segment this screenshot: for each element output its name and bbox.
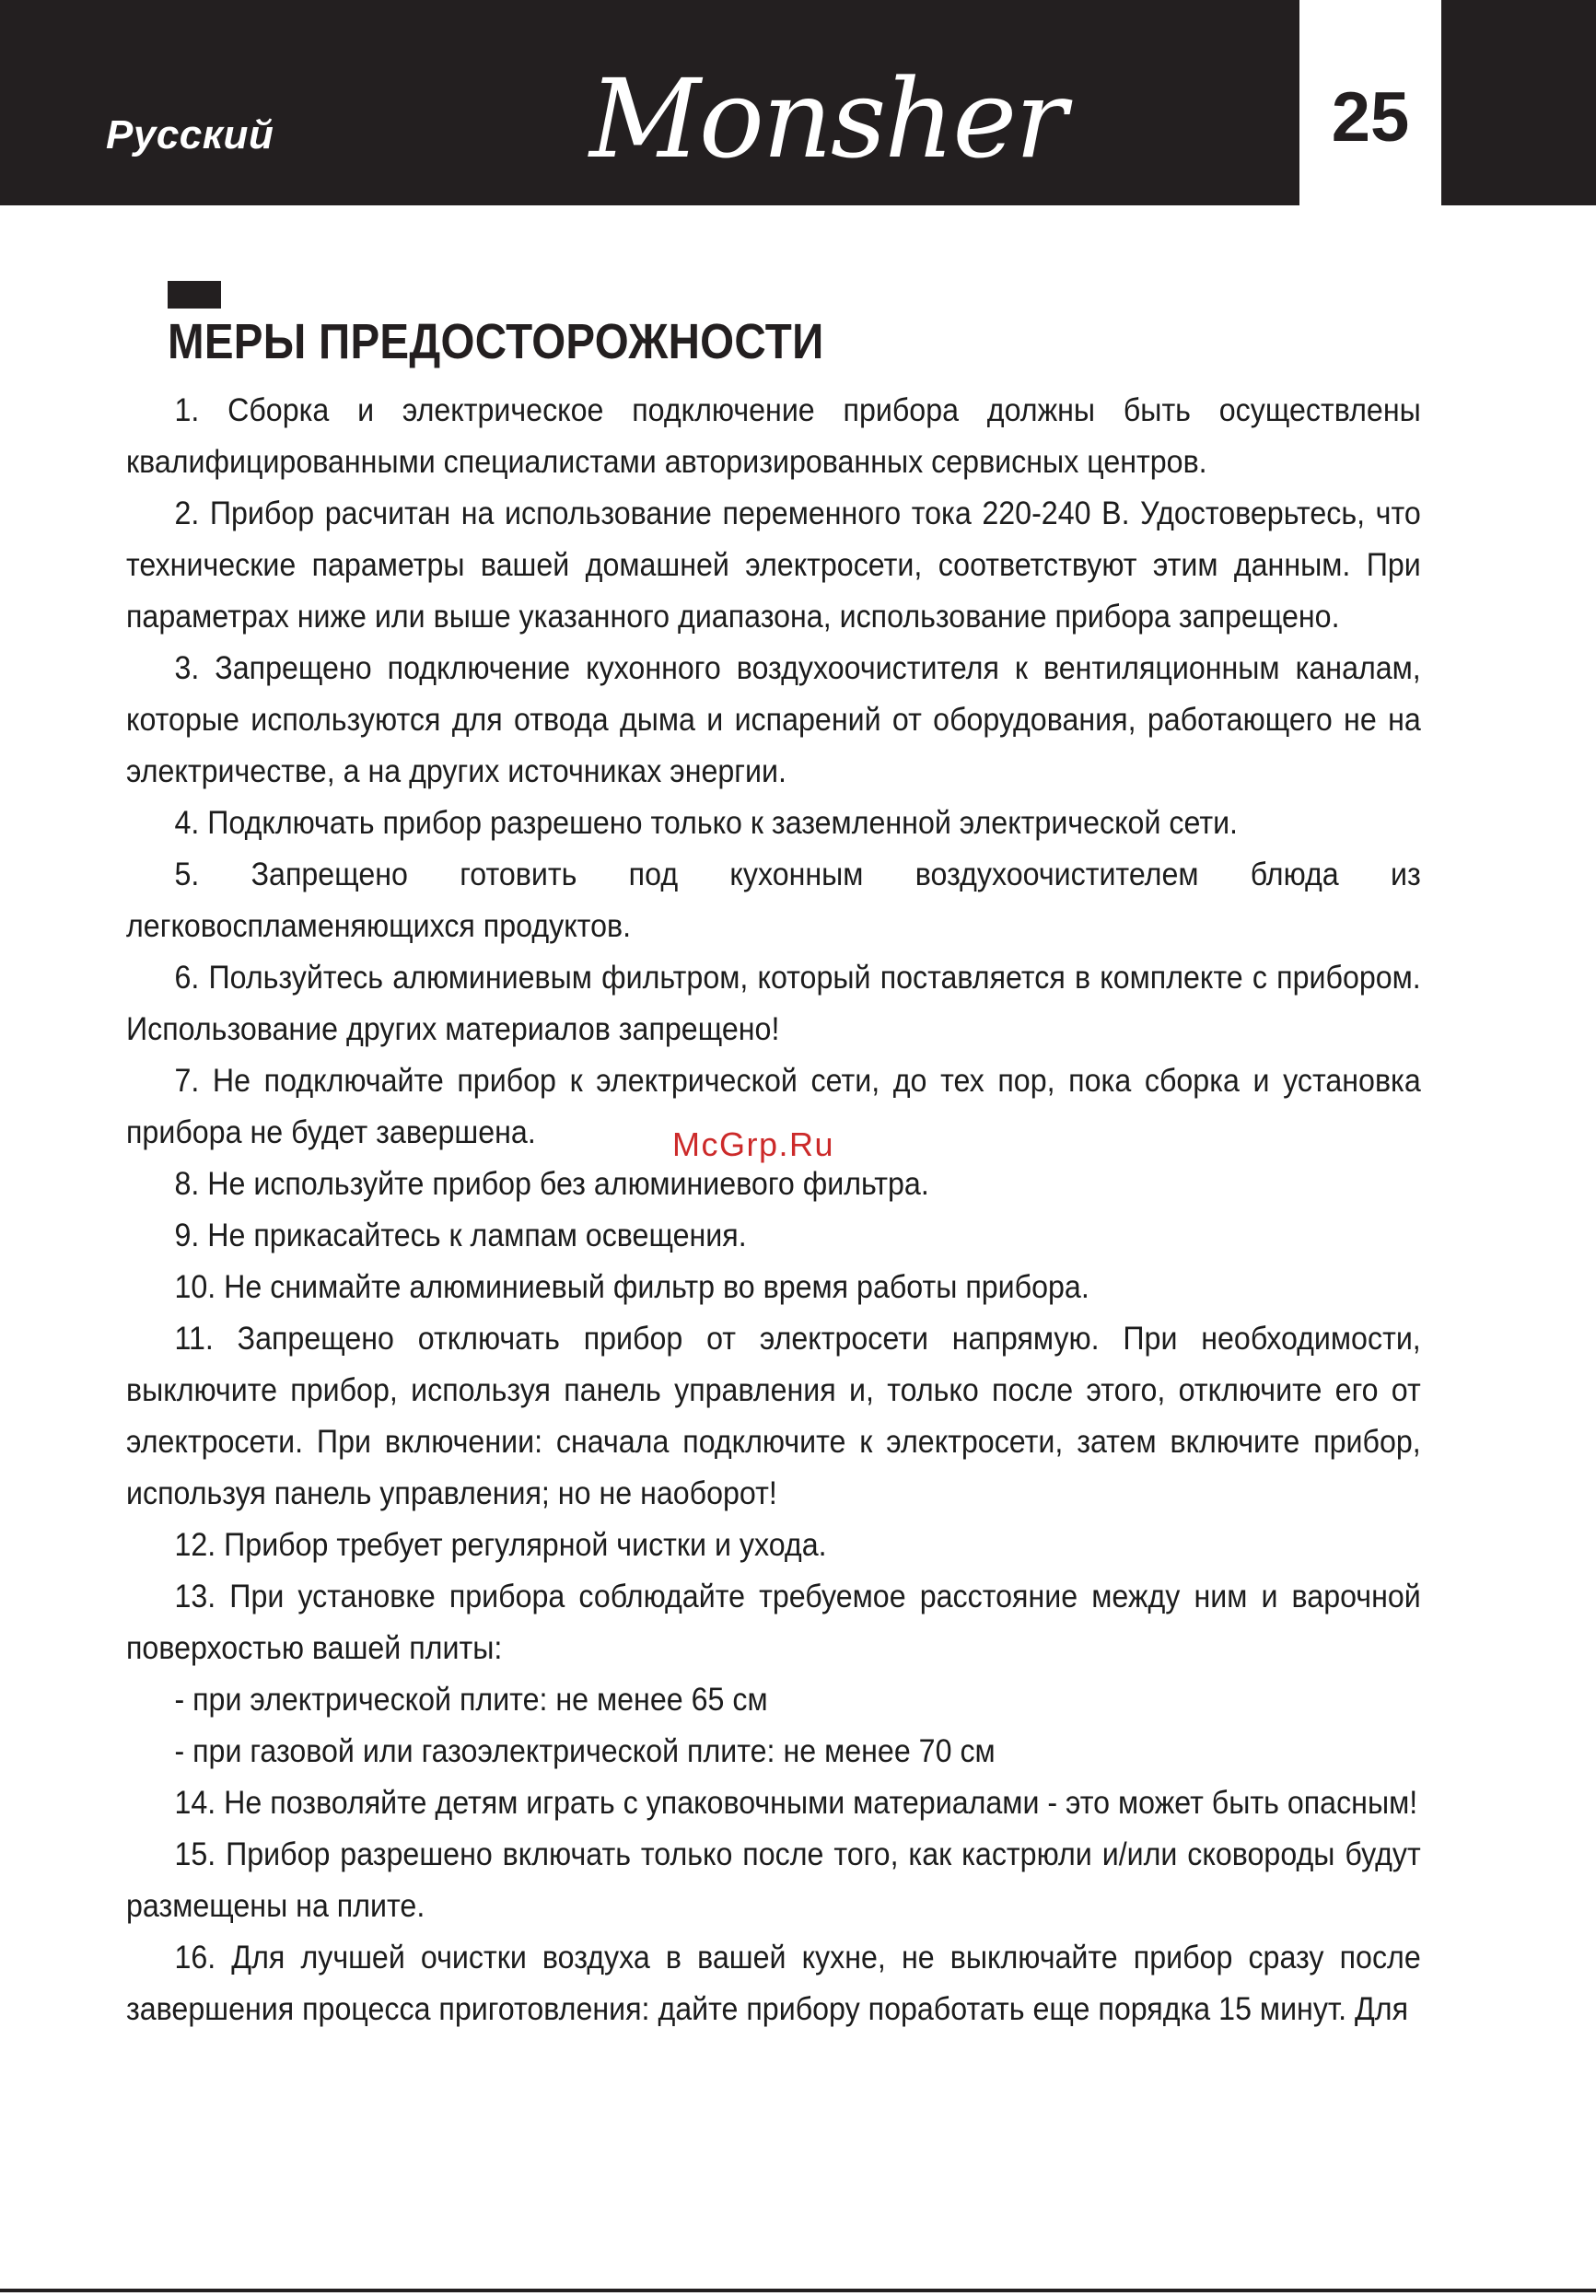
body-text	[126, 385, 1421, 2035]
paragraph-9: 9. Не прикасайтесь к лампам освещения.	[174, 1218, 747, 1253]
language-label: Русский	[106, 112, 274, 157]
paragraph-1: 1. Сборка и электрическое подключение прибора должны быть осуществлены квалифицированными специалистами авторизированных сервисных центров.	[126, 392, 1421, 480]
footer-line	[0, 2289, 1596, 2292]
paragraph-5: 5. Запрещено готовить под кухонным воздухоочистителем блюда из легковоспламеняющихся продуктов.	[126, 857, 1421, 944]
paragraph-7: 7. Не подключайте прибор к электрической сети, до тех пор, пока сборка и установка прибора не будет завершена.	[126, 1063, 1421, 1150]
paragraph-3: 3. Запрещено подключение кухонного воздухоочистителя к вентиляционным каналам, которые используются для отвода дыма и испарений от оборудования, работающего не на электричестве, а на других источниках энергии.	[126, 650, 1421, 789]
paragraph-13: 13. При установке прибора соблюдайте требуемое расстояние между ним и варочной поверхостью вашей плиты:	[126, 1579, 1421, 1666]
watermark: McGrp.Ru	[672, 1125, 835, 1163]
paragraph-10: 10. Не снимайте алюминиевый фильтр во время работы прибора.	[174, 1269, 1089, 1305]
paragraph-12: 12. Прибор требует регулярной чистки и ухода.	[174, 1527, 827, 1563]
paragraph-14: 14. Не позволяйте детям играть с упаковочными материалами - это может быть опасным!	[174, 1785, 1418, 1821]
paragraph-6: 6. Пользуйтесь алюминиевым фильтром, который поставляется в комплекте с прибором. Использование других материалов запрещено!	[126, 960, 1421, 1047]
page-number: 25	[1331, 78, 1410, 157]
paragraph-11: 11. Запрещено отключать прибор от электросети напрямую. При необходимости, выключите прибор, используя панель управления и, только после этого, отключите его от электросети. При включении: сначала подключите к электросети, затем включите прибор, используя панель управления; но не наоборот!	[126, 1321, 1421, 1511]
section-title: МЕРЫ ПРЕДОСТОРОЖНОСТИ	[168, 314, 824, 369]
paragraph-8: 8. Не используйте прибор без алюминиевого фильтра.	[174, 1166, 929, 1202]
paragraph-4: 4. Подключать прибор разрешено только к заземленной электрической сети.	[174, 805, 1239, 841]
brand-logo: Monsher	[589, 55, 1066, 182]
paragraph-15: 15. Прибор разрешено включать только после того, как кастрюли и/или сковороды будут размещены на плите.	[126, 1836, 1421, 1924]
paragraph-13-item-1: - при электрической плите: не менее 65 см	[174, 1682, 768, 1718]
section-marker	[168, 281, 221, 309]
paragraph-2: 2. Прибор расчитан на использование переменного тока 220-240 В. Удостоверьтесь, что технические параметры вашей домашней электросети, соответствуют этим данным. При параметрах ниже или выше указанного диапазона, использование прибора запрещено.	[126, 495, 1421, 635]
paragraph-16: 16. Для лучшей очистки воздуха в вашей кухне, не выключайте прибор сразу после завершения процесса приготовления: дайте прибору поработать еще порядка 15 минут. Для	[126, 1940, 1421, 2027]
header-bar-right	[1441, 0, 1596, 205]
paragraph-13-item-2: - при газовой или газоэлектрической плите: не менее 70 см	[174, 1733, 996, 1769]
